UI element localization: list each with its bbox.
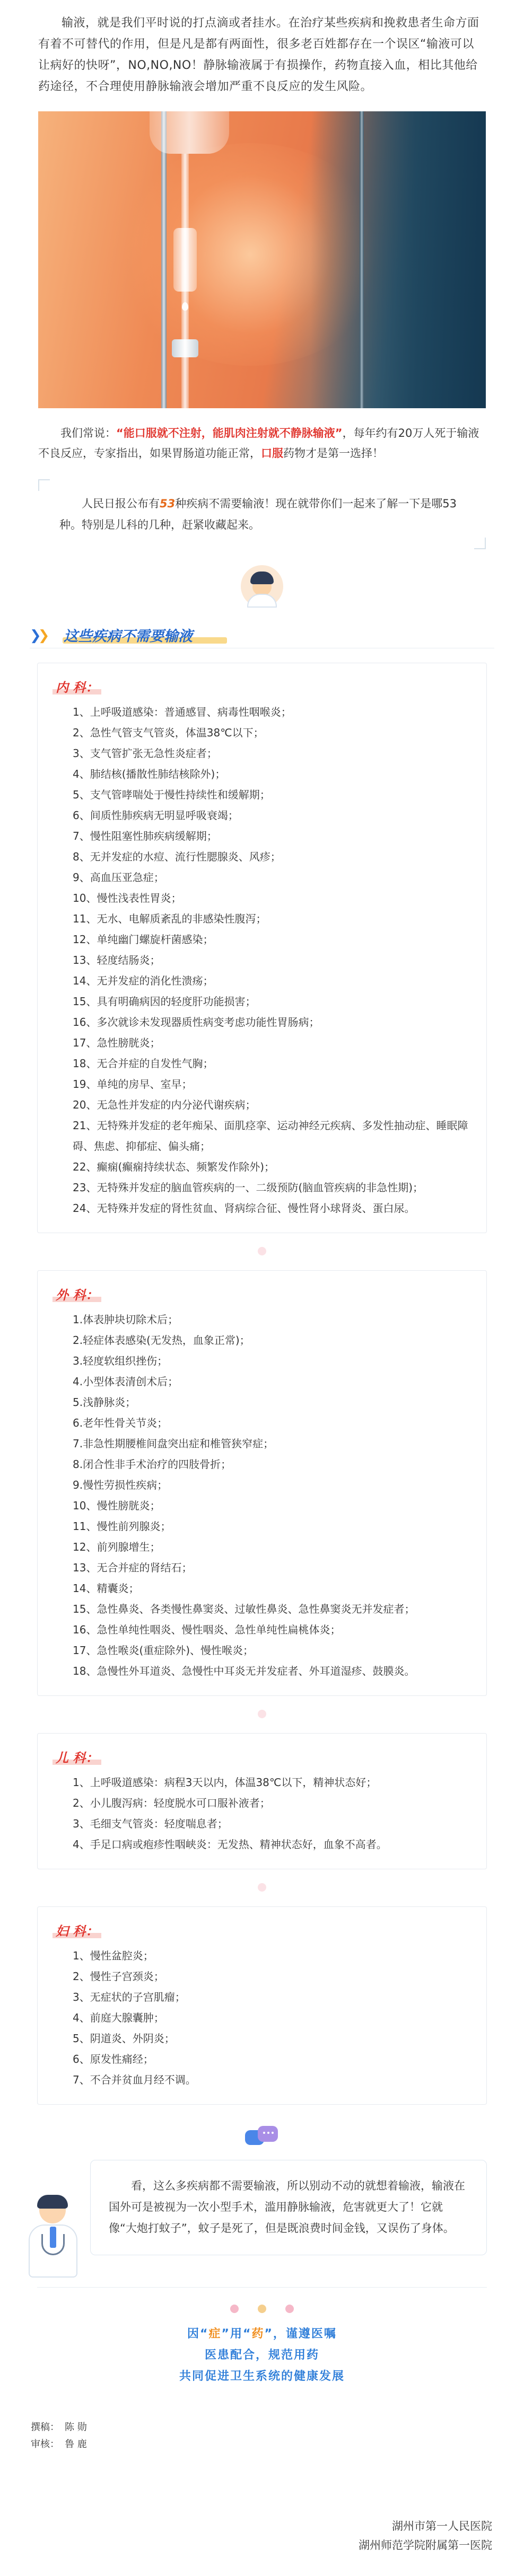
warning-highlight: “能口服就不注射，能肌肉注射就不静脉输液”: [116, 427, 343, 439]
disease-card: [37, 1270, 487, 1696]
disease-card: [37, 663, 487, 1233]
list-item: 5、阴道炎、外阴炎；: [73, 2032, 175, 2045]
list-item: 13、轻度结肠炎；: [73, 954, 161, 966]
list-item: 3.轻度软组织挫伤；: [73, 1355, 168, 1367]
chat-bubbles-icon: [245, 2126, 279, 2151]
disease-card: [37, 1906, 487, 2105]
list-item: 1、上呼吸道感染：普通感冒、病毒性咽喉炎；: [73, 706, 292, 718]
intro-paragraph: 输液，就是我们平时说的打点滴或者挂水。在治疗某些疾病和挽救患者生命方面有着不可替代的作用，但是凡是都有两面性，很多老百姓都存在一个误区“输液可以让病好的快呀”，NO,NO,NO！静脉输液属于有损操作，药物直接入血，相比其他给药途径，不合理使用静脉输液会增加严重不良反应的发生风险。: [38, 16, 479, 93]
list-item: 2、小儿腹泻病：轻度脱水可口服补液者；: [73, 1797, 270, 1809]
list-item: 16、多次就诊未发现器质性病变考虑功能性胃肠病；: [73, 1016, 320, 1028]
closing-section: [58, 2160, 487, 2266]
list-item: 14、精囊炎；: [73, 1582, 139, 1595]
divider: [37, 2287, 487, 2288]
list-item: 4、前庭大腺囊肿；: [73, 2011, 164, 2024]
list-item: 1、上呼吸道感染：病程3天以内，体温38℃以下，精神状态好；: [73, 1776, 377, 1789]
org-name-1: 湖州市第一人民医院: [392, 2520, 492, 2533]
list-item: 8、无并发症的水痘、流行性腮腺炎、风疹；: [73, 850, 281, 863]
card-label: 外 科：: [53, 1283, 101, 1304]
list-item: 20、无急性并发症的内分泌代谢疾病；: [73, 1098, 256, 1111]
closing-paragraph: 看，这么多疾病都不需要输液，所以别动不动的就想着输液，输液在国外可是被视为一次小型手术，滥用静脉输液，危害就更大了！它就像“大炮打蚊子”，蚊子是死了，但是既浪费时间金钱，又误伤了身体。: [90, 2160, 487, 2255]
divider-dot: [258, 1247, 266, 1255]
list-item: 17、急性喉炎(重症除外)、慢性喉炎；: [73, 1644, 254, 1657]
org-name-2: 湖州师范学院附属第一医院: [359, 2539, 492, 2552]
list-item: 6.老年性骨关节炎；: [73, 1417, 168, 1429]
credits: [0, 2387, 524, 2453]
list-item: 11、无水、电解质紊乱的非感染性腹泻；: [73, 912, 267, 925]
list-item: 6、间质性肺疾病无明显呼吸衰竭；: [73, 809, 239, 822]
list-item: 21、无特殊并发症的老年痴呆、面肌痉挛、运动神经元疾病、多发性抽动症、睡眠障碍、焦虑、抑郁症、偏头痛；: [73, 1119, 468, 1153]
list-item: 12、前列腺增生；: [73, 1541, 161, 1553]
warning-paragraph: 我们常说：“能口服就不注射，能肌肉注射就不静脉输液”，每年约有20万人死于输液不良反应，专家指出，如果胃肠道功能正常，口服药物才是第一选择！: [38, 427, 479, 460]
list-item: 18、急慢性外耳道炎、急慢性中耳炎无并发症者、外耳道湿疹、鼓膜炎。: [73, 1665, 415, 1677]
doctor-illustration-icon: [21, 2197, 85, 2282]
list-item: 9.慢性劳损性疾病；: [73, 1479, 168, 1491]
slogan-line-2: 医患配合，规范用药: [204, 2349, 319, 2362]
list-item: 16、急性单纯性咽炎、慢性咽炎、急性单纯性扁桃体炎；: [73, 1623, 341, 1636]
list-item: 4.小型体表清创术后；: [73, 1375, 179, 1388]
list-item: 2、急性气管支气管炎，体温38℃以下；: [73, 726, 264, 739]
list-item: 17、急性膀胱炎；: [73, 1036, 161, 1049]
list-item: 8.闭合性非手术治疗的四肢骨折；: [73, 1458, 232, 1471]
disease-count: 53: [160, 497, 176, 510]
list-item: 3、毛细支气管炎：轻度喘息者；: [73, 1817, 228, 1830]
section-title: 这些疾病不需要输液: [64, 628, 193, 645]
colored-dots-icon: [230, 2304, 294, 2314]
disease-card: [37, 1733, 487, 1869]
list-item: 22、癫痫(癫痫持续状态、频繁发作除外)；: [73, 1160, 275, 1173]
divider-dot: [258, 1710, 266, 1718]
list-item: 12、单纯幽门螺旋杆菌感染；: [73, 933, 214, 946]
list-item: 1.体表肿块切除术后；: [73, 1313, 179, 1326]
list-item: 4、手足口病或疱疹性咽峡炎：无发热、精神状态好，血象不高者。: [73, 1838, 387, 1851]
list-item: 2、慢性子宫颈炎；: [73, 1970, 164, 1983]
list-item: 19、单纯的房早、室早；: [73, 1078, 193, 1091]
list-item: 14、无并发症的消化性溃疡；: [73, 974, 214, 987]
iv-drip-image: [38, 111, 486, 408]
double-chevron-icon: ❯❯: [30, 628, 47, 644]
list-item: 5.浅静脉炎；: [73, 1396, 136, 1409]
quote-box: 人民日报公布有53种疾病不需要输液！现在就带你们一起来了解一下是哪53种。特别是儿科的几种，赶紧收藏起来。: [38, 479, 486, 549]
card-label: 妇 科：: [53, 1920, 101, 1940]
card-label: 儿 科：: [53, 1746, 101, 1767]
list-item: 24、无特殊并发症的肾性贫血、肾病综合征、慢性肾小球肾炎、蛋白尿。: [73, 1202, 415, 1215]
list-item: 10、慢性膀胱炎；: [73, 1499, 161, 1512]
list-item: 1、慢性盆腔炎；: [73, 1949, 154, 1962]
list-item: 15、具有明确病因的轻度肝功能损害；: [73, 995, 256, 1008]
list-item: 9、高血压亚急症；: [73, 871, 164, 884]
list-item: 18、无合并症的自发性气胸；: [73, 1057, 214, 1070]
list-item: 13、无合并症的肾结石；: [73, 1561, 193, 1574]
list-item: 3、无症状的子宫肌瘤；: [73, 1991, 186, 2003]
list-item: 10、慢性浅表性胃炎；: [73, 892, 182, 904]
slogan-line-1: 因“症”用“药”，谨遵医嘱: [187, 2327, 337, 2341]
reviewer-line: 审核： 鲁 鹿: [31, 2439, 87, 2450]
list-item: 7、慢性阻塞性肺疾病缓解期；: [73, 830, 217, 842]
divider-dot: [258, 1883, 266, 1892]
slogan-line-3: 共同促进卫生系统的健康发展: [179, 2370, 345, 2383]
list-item: 3、支气管扩张无急性炎症者；: [73, 747, 217, 760]
author-line: 撰稿： 陈 勋: [31, 2422, 87, 2433]
list-item: 7.非急性期腰椎间盘突出症和椎管狭窄症；: [73, 1437, 274, 1450]
section-heading: [0, 621, 524, 648]
list-item: 4、肺结核(播散性肺结核除外)；: [73, 768, 226, 780]
list-item: 15、急性鼻炎、各类慢性鼻窦炎、过敏性鼻炎、急性鼻窦炎无并发症者；: [73, 1603, 415, 1615]
list-item: 7、不合并贫血月经不调。: [73, 2073, 196, 2086]
disease-card-list: [0, 663, 524, 2105]
organization-block: [0, 2517, 524, 2555]
list-item: 6、原发性痛经；: [73, 2053, 154, 2065]
doctor-avatar-icon: [241, 565, 283, 608]
slogan-block: [0, 2324, 524, 2387]
list-item: 2.轻症体表感染(无发热，血象正常)；: [73, 1334, 250, 1347]
oral-highlight: 口服: [261, 447, 283, 460]
card-label: 内 科：: [53, 676, 101, 697]
list-item: 5、支气管哮喘处于慢性持续性和缓解期；: [73, 788, 270, 801]
list-item: 23、无特殊并发症的脑血管疾病的一、二级预防(脑血管疾病的非急性期)；: [73, 1181, 424, 1194]
list-item: 11、慢性前列腺炎；: [73, 1520, 171, 1533]
